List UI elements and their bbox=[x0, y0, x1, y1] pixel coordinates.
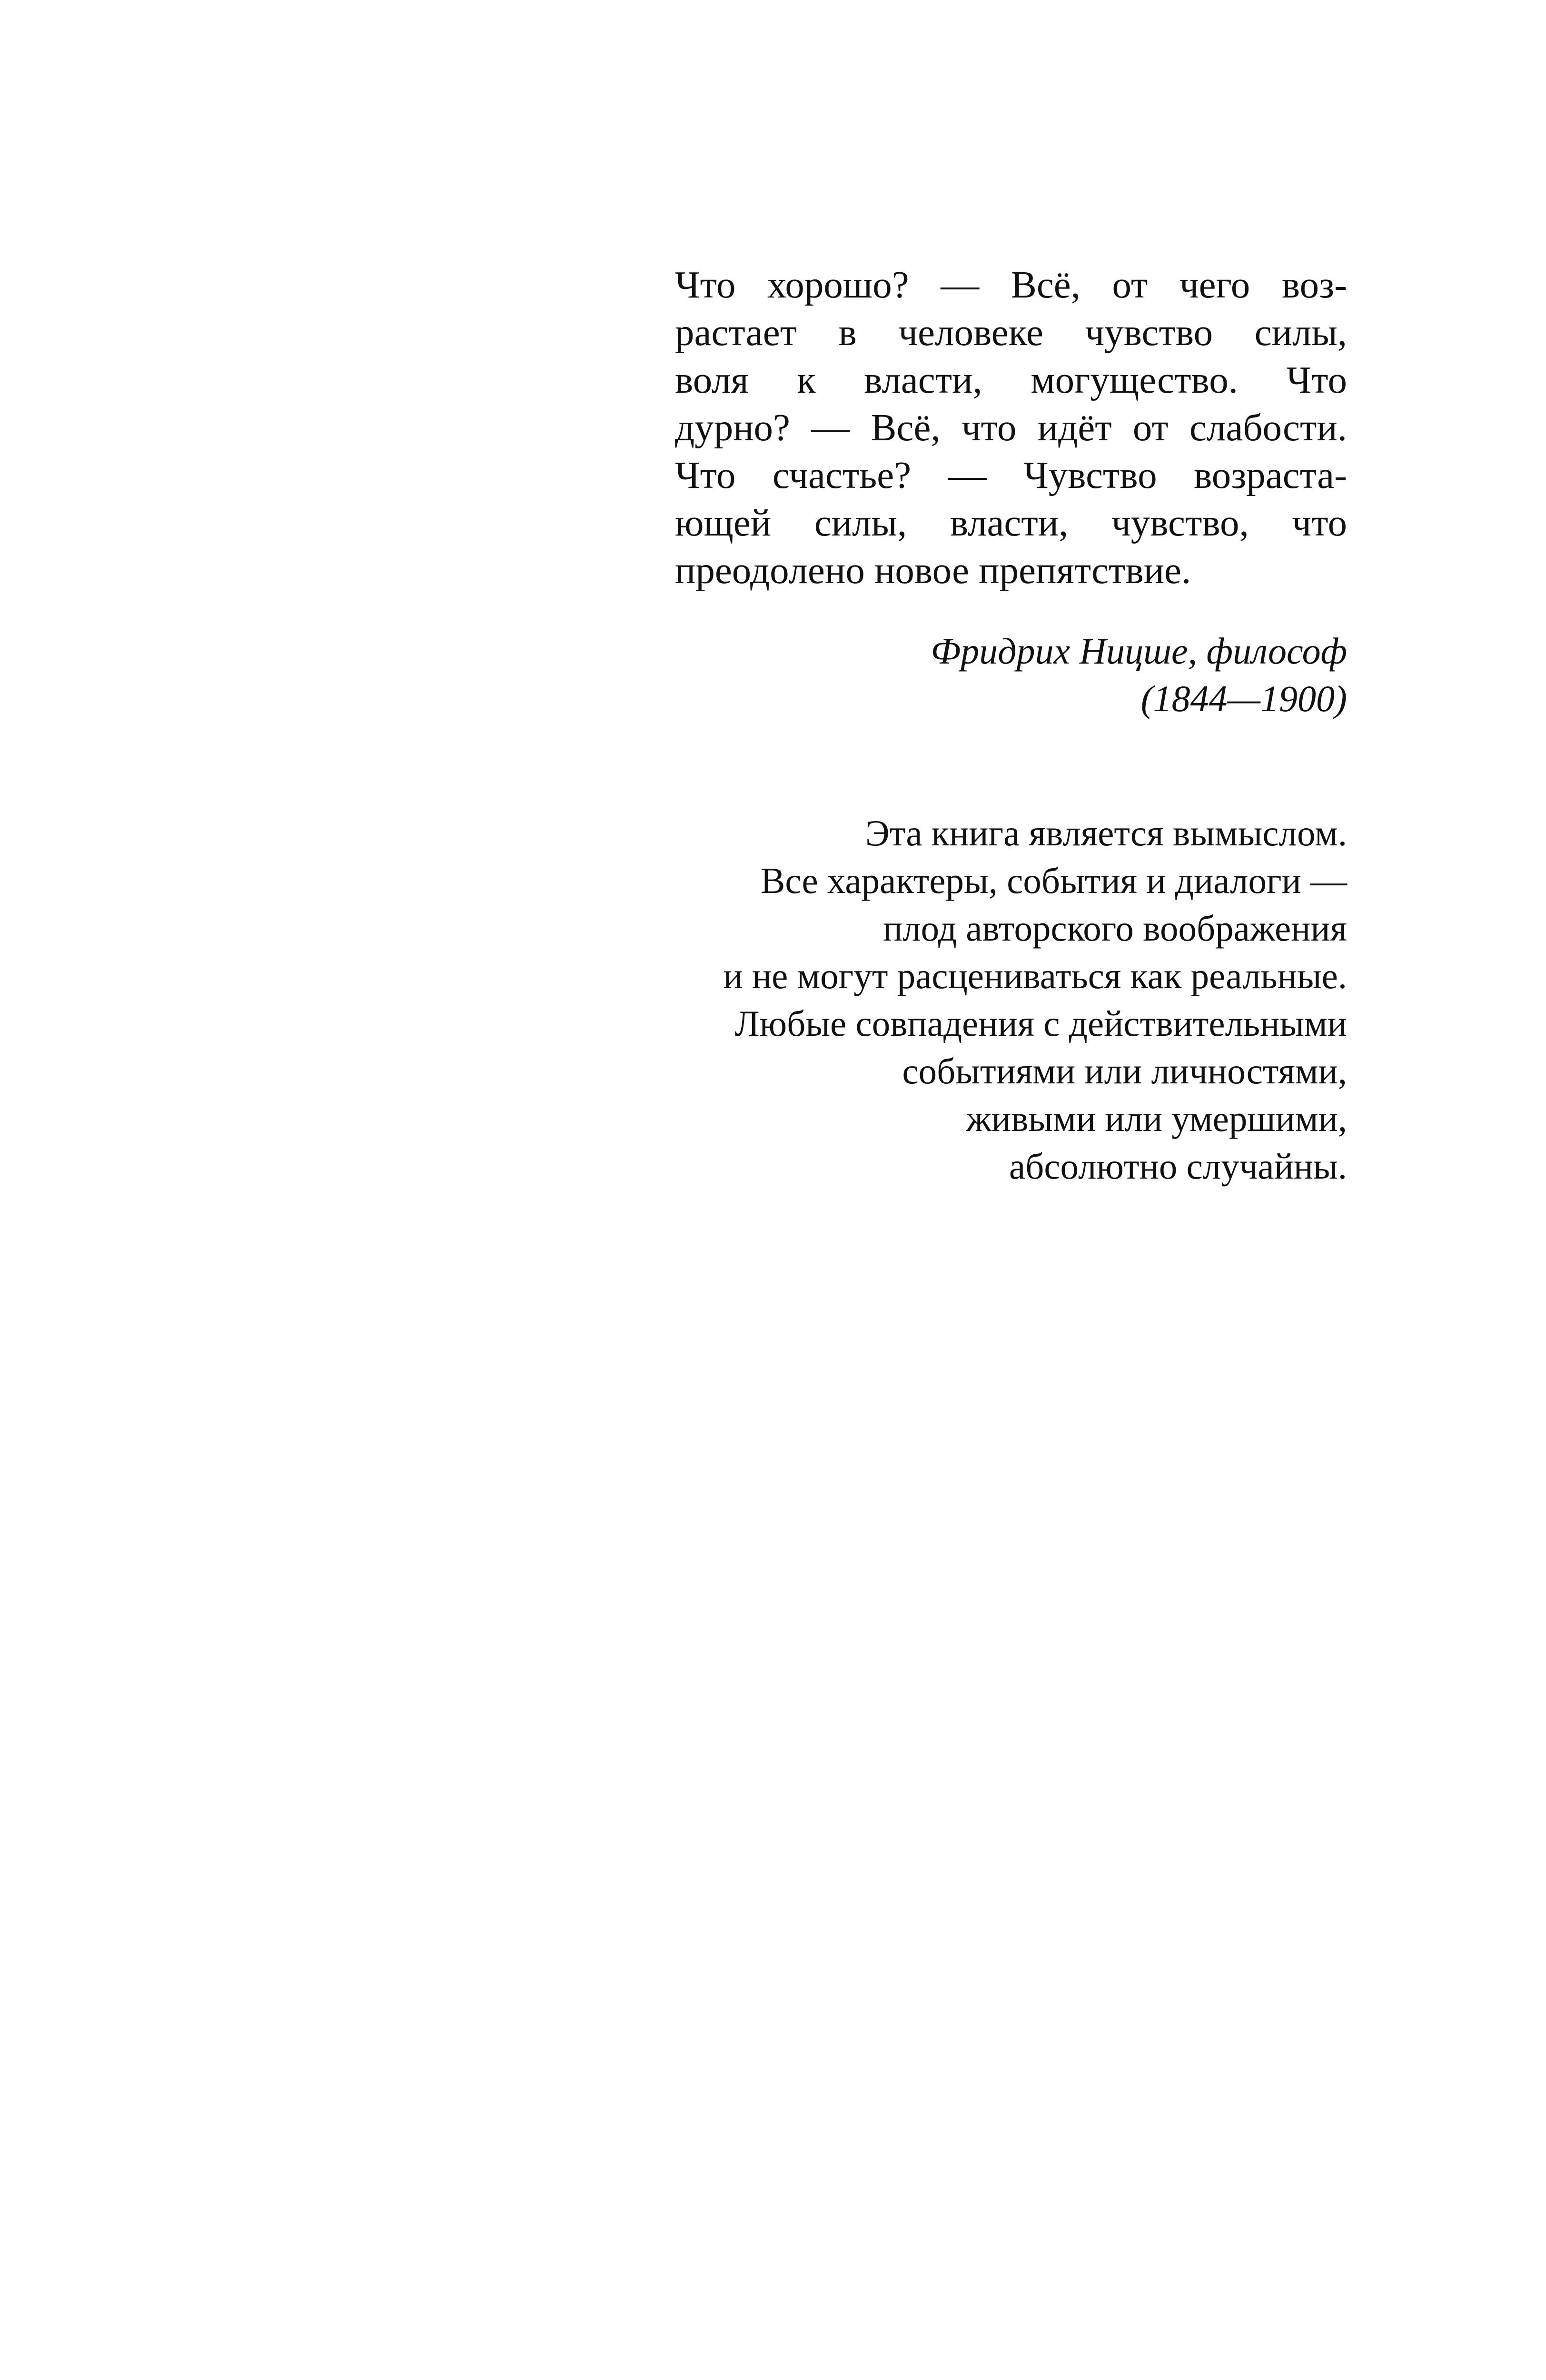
attribution-years: (1844—1900) bbox=[1140, 678, 1347, 719]
epigraph-line: Что хорошо? — Всё, от чего воз- bbox=[675, 263, 1347, 306]
epigraph-line: Что счастье? — Чувство возраста- bbox=[675, 454, 1347, 496]
epigraph-line: дурно? — Всё, что идёт от слабости. bbox=[675, 406, 1347, 449]
disclaimer-line: событиями или личностями, bbox=[902, 1051, 1347, 1091]
epigraph-line: растает в человеке чувство силы, bbox=[675, 311, 1347, 354]
epigraph-line: ющей силы, власти, чувство, что bbox=[675, 501, 1347, 544]
epigraph-line: преодолено новое препятствие. bbox=[675, 549, 1191, 592]
disclaimer-line: живыми или умершими, bbox=[966, 1098, 1347, 1139]
epigraph-attribution bbox=[931, 627, 1347, 723]
fiction-disclaimer bbox=[538, 809, 1347, 1190]
disclaimer-line: и не могут расцениваться как реальные. bbox=[723, 955, 1347, 996]
epigraph-line: воля к власти, могущество. Что bbox=[675, 358, 1347, 401]
attribution-name: Фридрих Ницше, философ bbox=[931, 630, 1347, 672]
disclaimer-line: Эта книга является вымыслом. bbox=[865, 813, 1347, 853]
epigraph bbox=[675, 261, 1347, 594]
disclaimer-line: Все характеры, события и диалоги — bbox=[761, 860, 1347, 901]
disclaimer-line: Любые совпадения с действительными bbox=[734, 1003, 1347, 1044]
disclaimer-line: абсолютно случайны. bbox=[1009, 1146, 1347, 1187]
disclaimer-line: плод авторского воображения bbox=[882, 908, 1347, 949]
